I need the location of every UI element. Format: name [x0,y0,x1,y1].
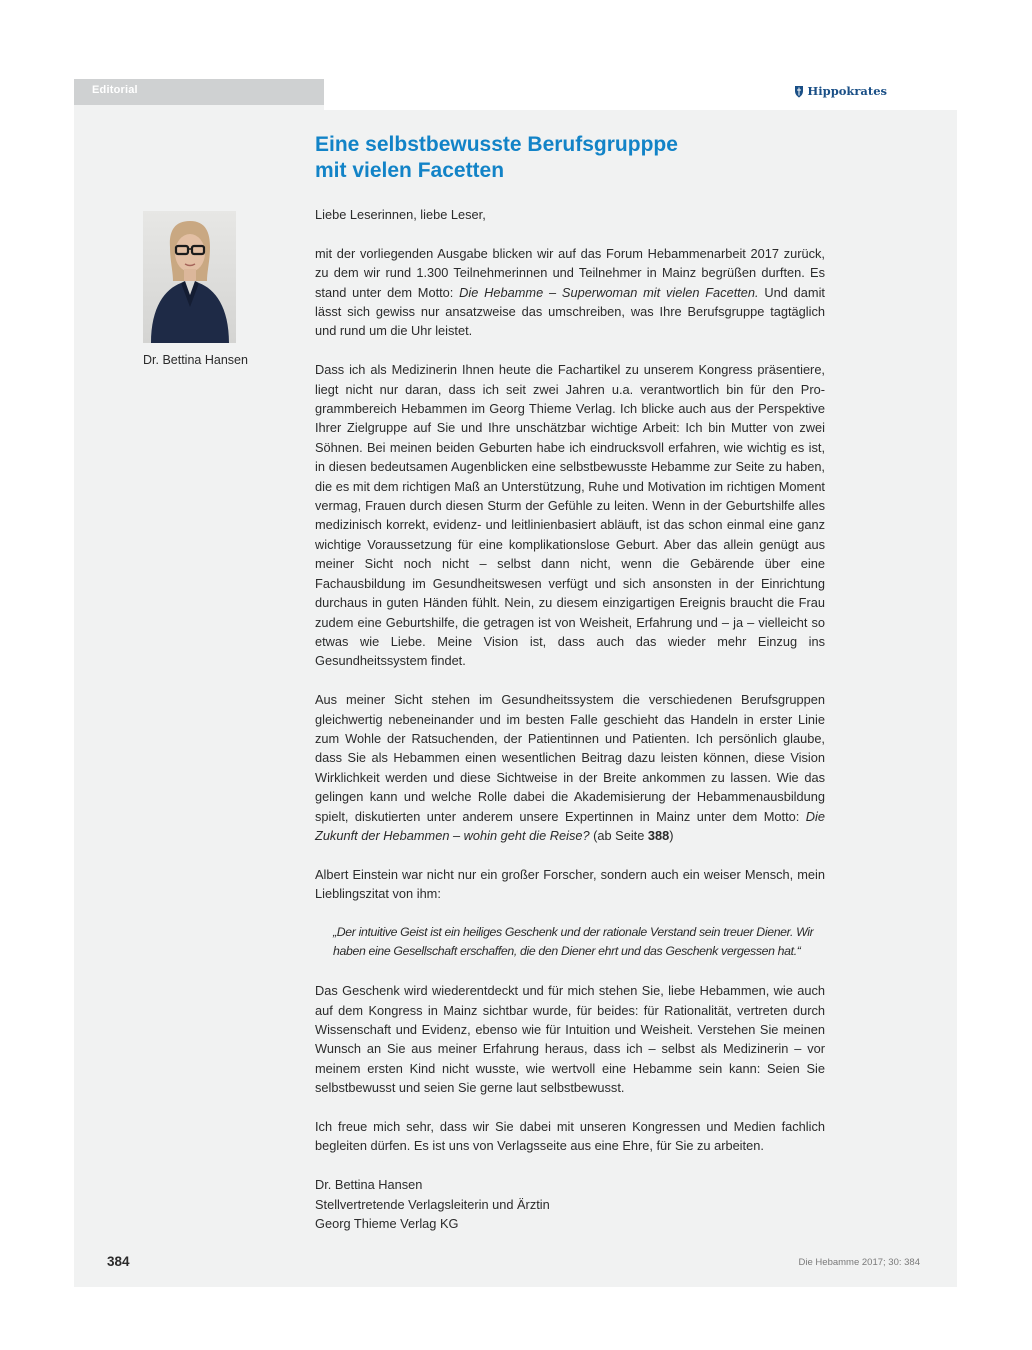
page-reference: 388 [647,827,670,843]
paragraph-1 [315,244,825,341]
section-label: Editorial [92,84,138,96]
title-line-2: mit vielen Facetten [315,159,505,182]
author-photo [143,211,236,343]
einstein-quote: „Der intuitive Geist ist ein heiliges Geschenk und der rationale Verstand sein treuer Diener. Wir haben eine Gesellschaft erschaffen, die den Diener ehrt und das Geschenk vergessen hat.“ [333,924,814,959]
paragraph-2: Dass ich als Medizinerin Ihnen heute die Fachartikel zu unserem Kongress präsentiere, liegt nicht nur daran, dass ich seit zwei Jahren u.a. verantwortlich bin für den Programmbereich Hebammen im Georg Thieme Verlag. Ich blicke auch aus der Perspektive Ihrer Zielgruppe auf Sie und Ihre unschätzbar wichtige Arbeit: Ich bin Mutter von zwei Söhnen. Bei meinen beiden Geburten habe ich eindrucksvoll erfahren, wie wichtig es ist, in diesen bedeutsamen Augenblicken eine selbstbewusste Hebamme zur Seite zu haben, die es mit dem richtigen Maß an Unterstützung, Ruhe und Motivation im richtigen Moment vermag, Frauen durch diesen Sturm der Gefühle zu leiten. Wenn in der Geburtshilfe alles medizinisch korrekt, evidenz- und leitlinienbasiert abläuft, ist das schon einmal eine ganz wichtige Voraussetzung für eine komplikationslose Geburt. Aber das allein genügt aus meiner Sicht noch nicht – selbst dann nicht, wenn die Gebärende über eine Fachausbildung im Gesundheitswesen verfügt und sich ansonsten in der Einrichtung durchaus in guten Händen fühlt. Nein, zu diesem einzigartigen Ereignis braucht die Frau zudem eine Geburtshilfe, die getragen ist von Weisheit, Erfahrung und – ja – vielleicht so etwas wie Liebe. Meine Vision ist, dass auch das wieder mehr Einzug ins Gesundheitssystem findet. [315,362,825,669]
header-divider [324,105,957,110]
paragraph-5: Das Geschenk wird wiederentdeckt und für mich stehen Sie, liebe Hebammen, wie auch auf dem Kongress in Mainz sichtbar wurde, für beides: für Rationalität, vertreten durch Wissenschaft und Evidenz, ebenso wie für Intuition und Weisheit. Verstehen Sie meinen Wunsch an Sie aus meiner Erfahrung heraus, dass ich – selbst als Medizinerin – vor meinem ersten Kind nicht wusste, wie wertvoll eine Hebamme sein kann: Seien Sie selbstbewusst und seien Sie gerne laut selbstbewusst. [315,983,825,1096]
page-number: 384 [107,1254,130,1269]
paragraph-3-text-c: ) [669,827,674,843]
paragraph-3-motto: Die Zukunft der Hebammen – wohin geht die Reise? [315,808,825,843]
brand-logo [794,84,887,98]
title-line-1: Eine selbstbewusste Berufsgrupppe [315,133,678,156]
article-body [315,205,825,1233]
photo-caption: Dr. Bettina Hansen [143,353,248,367]
paragraph-1-text-b: Und damit lässt sich gewiss nur ansatzweise das umschreiben, was Ihre Berufsgruppe tagtäglich und rund um die Uhr leistet. [315,284,825,339]
signature-name: Dr. Bettina Hansen [315,1177,423,1193]
article-title [315,132,835,184]
hippokrates-shield-icon [794,85,804,98]
paragraph-3-text-a: Aus meiner Sicht stehen im Gesundheitssystem die verschiedenen Berufsgruppen gleichwertig nebeneinander und im besten Falle geschieht das Handeln in erster Linie zum Wohle der Ratsuchenden, der Patientinnen und Patienten. Ich persönlich glaube, dass Sie als Hebammen einen wesentlichen Beitrag dazu leisten können, diese Vision Wirklichkeit werden und diese Sichtweise in der Breite ankommen zu lassen. Wie das gelingen kann und welche Rolle dabei die Akademisierung der Hebammenausbildung spielt, diskutierten unter anderem unsere Expertinnen in Mainz unter dem Motto: [315,692,825,824]
brand-name: Hippokrates [807,84,887,98]
paragraph-1-motto: Die Hebamme – Superwoman mit vielen Facetten. [459,284,759,300]
paragraph-3-text-b: (ab Seite [589,827,648,843]
journal-citation: Die Hebamme 2017; 30: 384 [798,1257,920,1268]
brand-header [324,79,957,105]
section-header [74,79,324,105]
paragraph-1-text-a: mit der vorliegenden Ausgabe blicken wir auf das Forum Hebammenarbeit 2017 zurück, zu dem wir rund 1.300 Teilnehmerinnen und Teilnehmer in Mainz begrüßen durften. Es stand unter dem Motto: [315,245,825,300]
paragraph-4: Albert Einstein war nicht nur ein großer Forscher, sondern auch ein weiser Mensch, mein Lieblingszitat von ihm: [315,866,825,902]
signature-role: Stellvertretende Verlagsleiterin und Ärztin [315,1196,550,1212]
signature-company: Georg Thieme Verlag KG [315,1216,459,1231]
paragraph-6: Ich freue mich sehr, dass wir Sie dabei mit unseren Kongressen und Medien fachlich begleiten dürfen. Es ist uns von Verlagsseite aus eine Ehre, für Sie zu arbeiten. [315,1118,825,1154]
greeting: Liebe Leserinnen, liebe Leser, [315,207,486,222]
paragraph-3 [315,690,825,845]
